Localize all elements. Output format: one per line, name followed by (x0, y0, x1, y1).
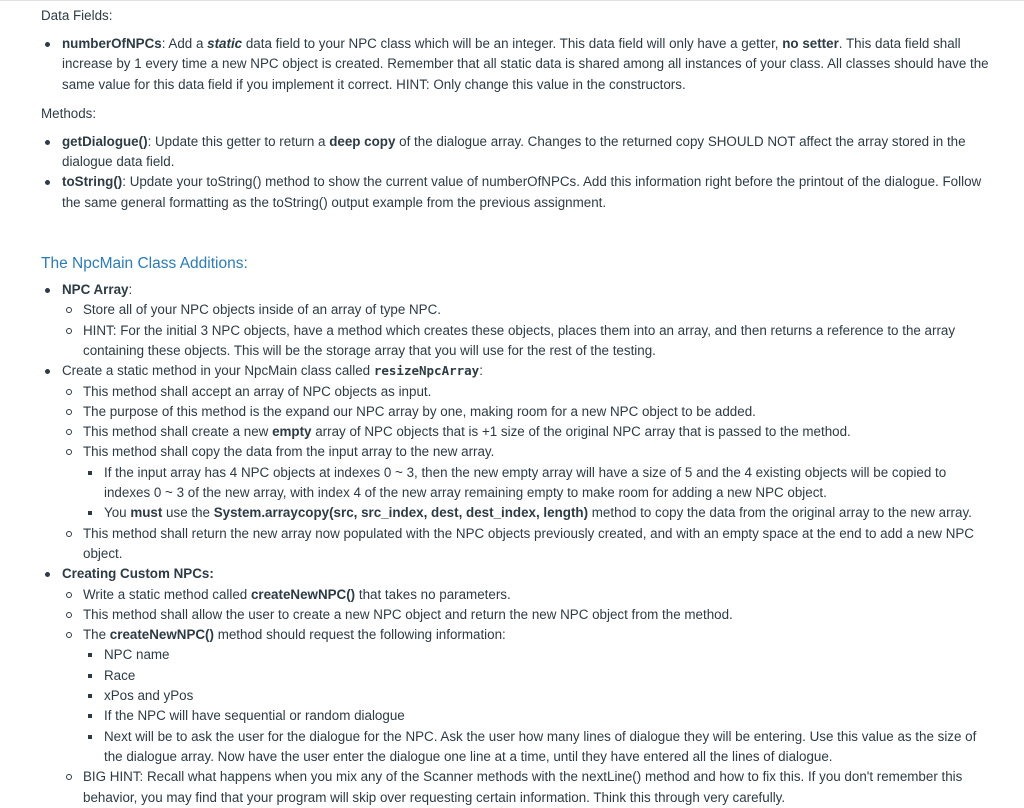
arraycopy-signature: System.arraycopy(src, src_index, dest, dest_index, length) (213, 505, 589, 521)
npc-array-sublist (62, 300, 991, 361)
list-item-numberofnpcs (41, 34, 991, 95)
text: : (479, 363, 483, 379)
methods-label: Methods: (41, 105, 97, 121)
list-item-resize (41, 361, 991, 564)
code-resizenpcarray: resizeNpcArray (373, 363, 480, 379)
text: Create a static method in your NpcMain class called (62, 363, 374, 379)
list-item: If the input array has 4 NPC objects at indexes 0 ~ 3, then the new empty array will have a size of 5 and the 4 existing objects will be copied to indexes 0 ~ 3 of the new array, with index 4 of the new array remaining empty to make room for adding a new NPC object. (83, 463, 991, 504)
npcmain-list (41, 280, 991, 808)
top-divider (0, 0, 1024, 1)
list-item: Race (83, 666, 991, 686)
list-item: This method shall return the new array now populated with the NPC objects previously created, and with an empty space at the end to add a new NPC object. (62, 524, 991, 565)
text: : Update your toString() method to show the current value of numberOfNPCs. Add this information right before the printout of the dialogue. Follow the same general formatting as the toString() output example from the previous assignment. (62, 174, 982, 210)
list-item-getdialogue (41, 132, 991, 173)
item-name: NPC Array (62, 282, 129, 298)
list-item: This method shall allow the user to create a new NPC object and return the new NPC object from the method. (62, 605, 991, 625)
list-item: BIG HINT: Recall what happens when you mix any of the Scanner methods with the nextLine() method and how to fix this. If you don't remember this behavior, you may find that your program will skip over requesting certain information. Think this through very carefully. (62, 767, 991, 808)
text: This method shall create a new (83, 424, 273, 440)
list-item: xPos and yPos (83, 686, 991, 706)
list-item: If the NPC will have sequential or random dialogue (83, 706, 991, 726)
field-name: numberOfNPCs (62, 36, 162, 51)
list-item: This method shall accept an array of NPC objects as input. (62, 382, 991, 402)
npcmain-heading: The NpcMain Class Additions: (41, 255, 248, 273)
text: data field to your NPC class which will be an integer. This data field will only have a getter, (242, 36, 783, 51)
method-name: getDialogue() (62, 133, 148, 149)
list-item: HINT: For the initial 3 NPC objects, have a method which creates these objects, places them into an array, and then returns a reference to the array containing these objects. This will be the storage array that you will use for the rest of the testing. (62, 321, 991, 362)
text: You (104, 505, 131, 521)
must-emphasis: must (130, 505, 163, 521)
list-item: Next will be to ask the user for the dialogue for the NPC. Ask the user how many lines of dialogue they will be entering. Use this value as the size of the dialogue array. Now have the user enter the dialogue one line at a time, until they have entered all the lines of dialogue. (83, 727, 991, 768)
text: This method shall copy the data from the input array to the new array. (83, 444, 495, 460)
text: : Add a (161, 36, 208, 51)
list-item (62, 625, 991, 767)
copy-sublist (83, 463, 991, 524)
info-sublist (83, 645, 991, 767)
text: array of NPC objects that is +1 size of the original NPC array that is passed to the method. (311, 424, 851, 440)
method-name: createNewNPC() (109, 627, 214, 643)
list-item (62, 585, 991, 605)
item-name: Creating Custom NPCs: (62, 566, 214, 582)
text: method should request the following information: (213, 627, 506, 643)
resize-sublist (62, 382, 991, 565)
text: : Update this getter to return a (147, 133, 330, 149)
static-emphasis: static (207, 36, 243, 51)
list-item: Store all of your NPC objects inside of an array of type NPC. (62, 300, 991, 320)
deep-copy-emphasis: deep copy (329, 133, 396, 149)
empty-emphasis: empty (272, 424, 312, 440)
list-item: NPC name (83, 645, 991, 665)
text: use the (162, 505, 214, 521)
list-item: The purpose of this method is the expand our NPC array by one, making room for a new NPC object to be added. (62, 402, 991, 422)
list-item (83, 503, 991, 523)
text: method to copy the data from the original array to the new array. (588, 505, 972, 521)
method-name: createNewNPC() (250, 586, 356, 602)
no-setter-emphasis: no setter (782, 36, 839, 51)
text: of the dialogue array. Changes to the returned copy SHOULD NOT affect the array stored in the dialogue data field. (62, 133, 966, 170)
list-item-tostring (41, 172, 991, 213)
text: . This data field shall increase by 1 every time a new NPC object is created. Remember that all static data is shared among all instances of your class. All classes should have the same value for this data field if you implement it correct. HINT: Only change this value in the constructors. (62, 36, 989, 92)
list-item (62, 442, 991, 523)
list-item-npc-array (41, 280, 991, 361)
methods-list (41, 132, 991, 213)
data-fields-list (41, 34, 991, 95)
data-fields-label: Data Fields: (41, 8, 113, 23)
list-item-custom-npcs (41, 564, 991, 808)
text: : (128, 282, 133, 298)
method-name: toString() (62, 174, 123, 190)
assignment-content (41, 6, 991, 808)
list-item (62, 422, 991, 442)
text: Write a static method called (83, 586, 251, 602)
custom-sublist (62, 585, 991, 808)
text: that takes no parameters. (355, 586, 511, 602)
text: The (83, 627, 110, 643)
